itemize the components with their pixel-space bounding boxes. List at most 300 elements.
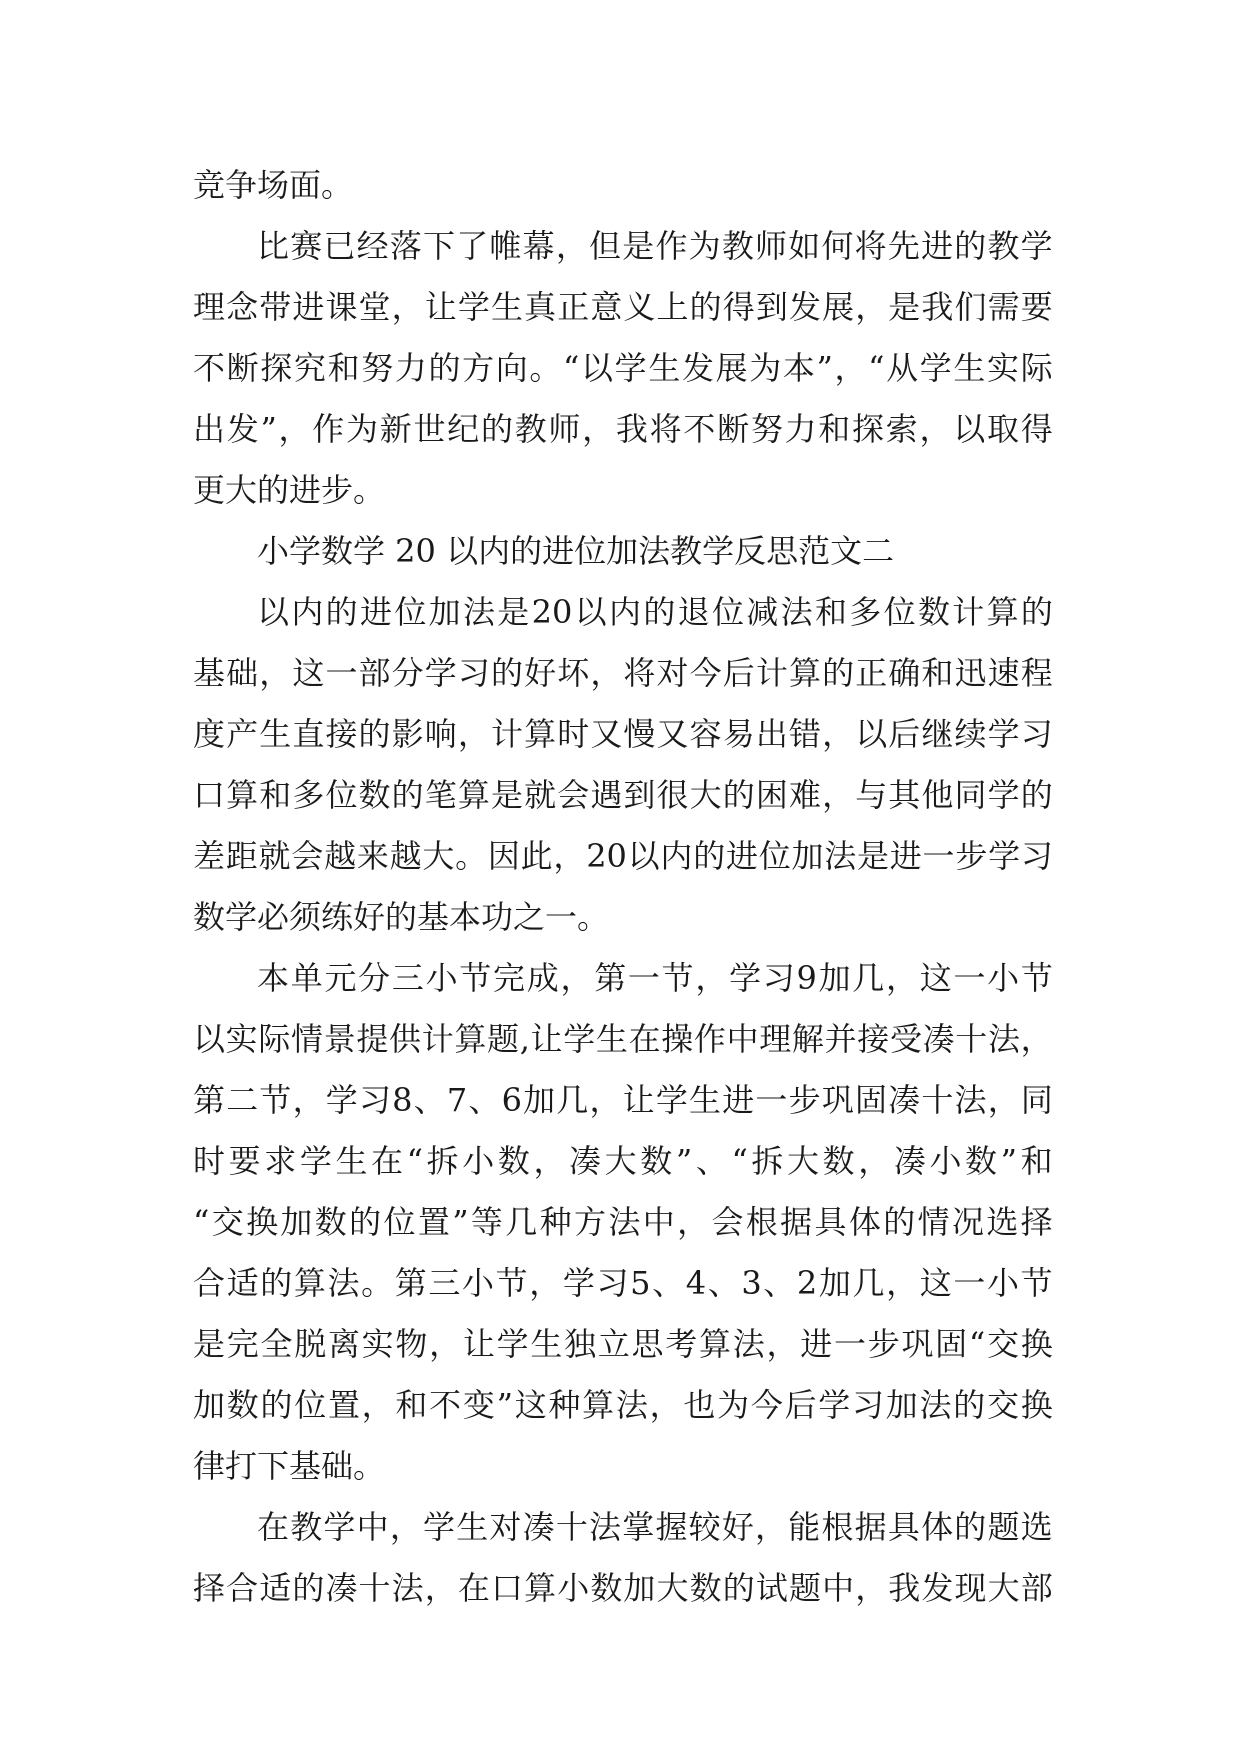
glyph: 今 (750, 1386, 783, 1424)
glyph: 试 (755, 1569, 788, 1607)
glyph: 又 (590, 715, 623, 753)
glyph: 一 (325, 654, 358, 692)
glyph: 内 (291, 593, 324, 631)
glyph: 确 (888, 654, 921, 692)
glyph: 的 (689, 288, 722, 326)
glyph: 供 (389, 1020, 422, 1058)
glyph: 学 (496, 1325, 529, 1363)
glyph: ” (675, 1142, 693, 1180)
glyph: 念 (226, 288, 259, 326)
glyph: 的 (953, 1386, 986, 1424)
glyph: 能 (788, 1508, 821, 1546)
glyph: ， (529, 1264, 562, 1302)
glyph: 取 (986, 410, 1019, 448)
glyph: 法 (824, 837, 857, 875)
glyph: 步 (955, 837, 988, 875)
glyph: 的 (954, 227, 987, 265)
glyph: 。 (529, 349, 562, 387)
glyph: 到 (623, 776, 656, 814)
glyph: 对 (656, 654, 689, 692)
glyph: 大 (604, 1142, 637, 1180)
glyph: 6 (501, 1081, 522, 1119)
glyph: 已 (323, 227, 356, 265)
glyph: 择 (1020, 1203, 1053, 1241)
glyph: 生 (490, 288, 523, 326)
glyph: 教 (290, 1508, 323, 1546)
glyph: 加 (428, 593, 461, 631)
glyph: 一 (953, 959, 986, 997)
glyph: 二 (226, 1081, 259, 1119)
glyph: 的 (428, 349, 461, 387)
glyph: 凑 (893, 1142, 926, 1180)
glyph: 和 (1020, 1142, 1053, 1180)
glyph: 学 (299, 1142, 332, 1180)
glyph: 十 (358, 1569, 391, 1607)
text-line (193, 1070, 1053, 1131)
glyph: 题 (987, 1508, 1020, 1546)
glyph: 习 (596, 1264, 629, 1302)
glyph: 法 (987, 1020, 1020, 1058)
glyph: 固 (854, 1081, 887, 1119)
glyph: 一 (953, 1264, 986, 1302)
glyph: 展 (715, 349, 748, 387)
glyph: 题 (487, 1020, 520, 1058)
glyph: 的 (1020, 776, 1053, 814)
glyph: ， (361, 1386, 394, 1424)
glyph: 理 (759, 1020, 792, 1058)
glyph: 本 (782, 349, 815, 387)
glyph: 课 (325, 288, 358, 326)
glyph: 进 (722, 1081, 755, 1119)
glyph: 学 (987, 776, 1020, 814)
glyph: 需 (987, 288, 1020, 326)
glyph: 凑 (522, 1508, 555, 1546)
glyph: 让 (462, 1325, 495, 1363)
glyph: 出 (755, 715, 788, 753)
glyph: 第 (394, 1264, 427, 1302)
glyph: 凑 (325, 1569, 358, 1607)
glyph: 我 (921, 288, 954, 326)
glyph: 向 (495, 349, 528, 387)
glyph: 小 (929, 1142, 962, 1180)
glyph: 和 (921, 654, 954, 692)
glyph: 努 (361, 349, 394, 387)
glyph: 实 (361, 1325, 394, 1363)
glyph: 究 (293, 349, 326, 387)
glyph: 几 (556, 1081, 589, 1119)
glyph: 成 (526, 959, 559, 997)
glyph: 度 (193, 715, 226, 753)
glyph: 合 (226, 1569, 259, 1607)
glyph: 算 (582, 1386, 615, 1424)
glyph: 合 (193, 1264, 226, 1302)
glyph: 接 (325, 715, 358, 753)
glyph: ， (582, 410, 615, 448)
glyph: 生 (530, 1325, 563, 1363)
text-line (193, 277, 1053, 338)
glyph: 数 (226, 1386, 259, 1424)
glyph: 好 (524, 654, 557, 692)
glyph: 位 (294, 1386, 327, 1424)
glyph: 学 (818, 1386, 851, 1424)
glyph: 、 (695, 1142, 728, 1180)
glyph: 教 (721, 227, 754, 265)
glyph: 十 (955, 1020, 988, 1058)
glyph: 实 (225, 1020, 258, 1058)
glyph: 内 (608, 593, 641, 631)
glyph: 掌 (622, 1508, 655, 1546)
text-line (193, 826, 1053, 887)
glyph: 笔 (424, 776, 457, 814)
glyph: 考 (665, 1325, 698, 1363)
glyph: 凑 (888, 1081, 921, 1119)
glyph: 多 (292, 776, 325, 814)
glyph: 受 (889, 1020, 922, 1058)
glyph: 几 (852, 1264, 885, 1302)
glyph: ， (259, 654, 292, 692)
glyph: 物 (395, 1325, 428, 1363)
glyph: 第 (193, 1081, 226, 1119)
glyph: 节 (259, 1081, 292, 1119)
glyph: ” (260, 410, 277, 448)
glyph: 步 (788, 1081, 821, 1119)
glyph: ， (919, 410, 952, 448)
glyph: 种 (548, 1386, 581, 1424)
glyph: ， (834, 349, 867, 387)
glyph: 时 (557, 715, 590, 753)
glyph: 与 (855, 776, 888, 814)
glyph: 小 (462, 1264, 495, 1302)
glyph: ， (1020, 1020, 1053, 1058)
glyph: 习 (1020, 715, 1053, 753)
glyph: 正 (855, 654, 888, 692)
glyph: 遇 (590, 776, 623, 814)
text-line: 竞争场面。 (193, 166, 354, 204)
text-line (193, 704, 1053, 765)
glyph: 进 (292, 288, 325, 326)
glyph: 为 (688, 227, 721, 265)
glyph: 分 (358, 959, 391, 997)
glyph: 师 (548, 410, 581, 448)
glyph: ” (496, 1386, 513, 1424)
glyph: 20 (586, 837, 627, 875)
glyph: 数 (358, 776, 391, 814)
glyph: 大 (689, 776, 722, 814)
text-line (193, 1375, 1053, 1436)
glyph: 数 (917, 593, 950, 631)
glyph: 。 (455, 837, 488, 875)
glyph: 法 (462, 593, 495, 631)
glyph: 这 (292, 654, 325, 692)
glyph: 的 (325, 593, 358, 631)
glyph: 较 (688, 1508, 721, 1546)
glyph: 根 (821, 1508, 854, 1546)
glyph: 生 (648, 349, 681, 387)
glyph: 的 (883, 1203, 916, 1241)
glyph: 第 (594, 959, 627, 997)
glyph: 凑 (569, 1142, 602, 1180)
glyph: 将 (854, 227, 887, 265)
glyph: 坏 (557, 654, 590, 692)
glyph: 幕 (522, 227, 555, 265)
glyph: 力 (394, 349, 427, 387)
glyph: 教 (987, 227, 1020, 265)
glyph: 的 (292, 1569, 325, 1607)
glyph: “ (868, 349, 885, 387)
glyph: 的 (349, 1203, 382, 1241)
glyph: 4 (685, 1264, 707, 1302)
glyph: 并 (824, 1020, 857, 1058)
glyph: 很 (656, 776, 689, 814)
glyph: 方 (462, 349, 495, 387)
glyph: 节 (1020, 959, 1053, 997)
glyph: 和 (818, 410, 851, 448)
glyph: 是 (888, 288, 921, 326)
glyph: 拆 (751, 1142, 784, 1180)
glyph: 慢 (623, 715, 656, 753)
text-line: 数学必须练好的基本功之一。 (193, 898, 610, 936)
text-line (193, 582, 1053, 643)
glyph: 生 (335, 1142, 368, 1180)
glyph: ， (389, 1508, 422, 1546)
glyph: 发 (681, 349, 714, 387)
text-line (193, 643, 1053, 704)
glyph: 同 (954, 776, 987, 814)
glyph: 本 (257, 959, 290, 997)
glyph: 错 (788, 715, 821, 753)
glyph: ” (1000, 1142, 1018, 1180)
text-line (193, 765, 1053, 826)
glyph: 得 (1020, 410, 1053, 448)
glyph: ， (424, 1569, 457, 1607)
glyph: 师 (755, 227, 788, 265)
glyph: 和 (259, 776, 292, 814)
glyph: 产 (226, 715, 259, 753)
glyph: 在 (457, 1569, 490, 1607)
glyph: 接 (857, 1020, 890, 1058)
glyph: 影 (391, 715, 424, 753)
glyph: “ (731, 1142, 748, 1180)
glyph: 法 (954, 1081, 987, 1119)
glyph: 小 (557, 1569, 590, 1607)
glyph: 进 (725, 837, 758, 875)
glyph: 的 (260, 1264, 293, 1302)
glyph: 学 (562, 1264, 595, 1302)
glyph: ， (855, 288, 888, 326)
glyph: 义 (623, 288, 656, 326)
glyph: 因 (487, 837, 520, 875)
glyph: 习 (358, 1081, 391, 1119)
glyph: 我 (888, 1569, 921, 1607)
glyph: 让 (530, 1020, 563, 1058)
glyph: 进 (359, 593, 392, 631)
glyph: 作 (693, 1020, 726, 1058)
glyph: 会 (711, 1203, 744, 1241)
glyph: 容 (689, 715, 722, 753)
glyph: 交 (986, 1325, 1019, 1363)
glyph: 法 (608, 1203, 641, 1241)
glyph: 选 (986, 1203, 1019, 1241)
glyph: 展 (822, 288, 855, 326)
glyph: 换 (1020, 1325, 1053, 1363)
glyph: 体 (848, 1203, 881, 1241)
glyph: 交 (211, 1203, 244, 1241)
glyph: 就 (524, 776, 557, 814)
glyph: 5 (630, 1264, 651, 1302)
glyph: 口 (193, 776, 226, 814)
glyph: “ (406, 1142, 424, 1180)
glyph: 位 (383, 1203, 416, 1241)
glyph: 世 (413, 410, 446, 448)
text-line (193, 1253, 1053, 1314)
glyph: 今 (689, 654, 722, 692)
glyph: ， (677, 1203, 710, 1241)
glyph: ， (886, 959, 919, 997)
glyph: 具 (887, 1508, 920, 1546)
glyph: 节 (495, 1264, 528, 1302)
glyph: 进 (921, 227, 954, 265)
glyph: 响 (424, 715, 457, 753)
glyph: 易 (722, 715, 755, 753)
glyph: ， (555, 227, 588, 265)
glyph: 节 (1020, 1264, 1053, 1302)
glyph: 探 (852, 410, 885, 448)
glyph: ， (553, 837, 586, 875)
glyph: 法 (919, 1386, 952, 1424)
glyph: 元 (324, 959, 357, 997)
glyph: 小 (462, 1142, 495, 1180)
glyph: 生 (595, 1020, 628, 1058)
glyph: 。 (361, 1264, 394, 1302)
glyph: ， (695, 959, 728, 997)
glyph: 以 (257, 593, 290, 631)
glyph: 际 (258, 1020, 291, 1058)
glyph: 要 (228, 1142, 261, 1180)
glyph: 的 (490, 654, 523, 692)
document-body (193, 155, 1053, 1619)
glyph: 大 (656, 1569, 689, 1607)
glyph: 好 (721, 1508, 754, 1546)
glyph: 生 (456, 1508, 489, 1546)
text-line (193, 399, 1053, 460)
glyph: 算 (524, 1569, 557, 1607)
glyph: 内 (660, 837, 693, 875)
glyph: 大 (787, 1142, 820, 1180)
glyph: 何 (821, 227, 854, 265)
glyph: 法 (391, 1569, 424, 1607)
glyph: 的 (722, 1569, 755, 1607)
glyph: 力 (784, 410, 817, 448)
glyph: 后 (722, 654, 755, 692)
glyph: “ (193, 1203, 210, 1241)
glyph: 一 (755, 1081, 788, 1119)
glyph: 断 (226, 349, 259, 387)
glyph: 计 (952, 593, 985, 631)
glyph: 是 (497, 593, 530, 631)
glyph: 习 (762, 959, 795, 997)
glyph: 习 (457, 654, 490, 692)
glyph: 越 (389, 837, 422, 875)
glyph: 到 (755, 288, 788, 326)
glyph: 进 (800, 1325, 833, 1363)
glyph: 以 (627, 837, 660, 875)
glyph: ， (649, 1386, 682, 1424)
glyph: 得 (722, 288, 755, 326)
glyph: 落 (389, 227, 422, 265)
glyph: 出 (193, 410, 226, 448)
glyph: 位 (394, 593, 427, 631)
glyph: 难 (788, 776, 821, 814)
glyph: 拆 (426, 1142, 459, 1180)
glyph: 来 (356, 837, 389, 875)
glyph: 算 (788, 654, 821, 692)
glyph: 在 (257, 1508, 290, 1546)
glyph: 意 (590, 288, 623, 326)
text-line (193, 1131, 1053, 1192)
glyph: “ (968, 1325, 986, 1363)
glyph: 数 (689, 1569, 722, 1607)
glyph: ， (886, 1264, 919, 1302)
glyph: 发 (226, 410, 259, 448)
glyph: ， (590, 654, 623, 692)
glyph: 会 (557, 776, 590, 814)
glyph: 交 (986, 1386, 1019, 1424)
glyph: 巩 (901, 1325, 934, 1363)
glyph: 又 (656, 715, 689, 753)
glyph: 的 (643, 593, 676, 631)
glyph: 十 (555, 1508, 588, 1546)
glyph: 20 (531, 593, 573, 631)
glyph: ， (457, 715, 490, 753)
glyph: 的 (954, 1508, 987, 1546)
glyph: 对 (489, 1508, 522, 1546)
glyph: 法 (780, 593, 813, 631)
glyph: 中 (356, 1508, 389, 1546)
glyph: ， (589, 1081, 622, 1119)
glyph: 适 (226, 1264, 259, 1302)
glyph: 、 (413, 1081, 446, 1119)
glyph: 以 (953, 410, 986, 448)
glyph: 数 (590, 1569, 623, 1607)
glyph: 加 (193, 1386, 226, 1424)
glyph: 9 (796, 959, 817, 997)
glyph: 学 (325, 1081, 358, 1119)
glyph: 学 (424, 654, 457, 692)
glyph: 位 (758, 837, 791, 875)
glyph: 的 (693, 837, 726, 875)
glyph: 实 (987, 349, 1020, 387)
glyph: 节 (661, 959, 694, 997)
glyph: 三 (391, 959, 424, 997)
glyph: 是 (622, 227, 655, 265)
glyph: 、 (652, 1264, 685, 1302)
glyph: 固 (935, 1325, 968, 1363)
glyph: 算 (699, 1325, 732, 1363)
glyph: 越 (324, 837, 357, 875)
glyph: 此 (520, 837, 553, 875)
glyph: 法 (589, 1508, 622, 1546)
glyph: 努 (750, 410, 783, 448)
glyph: 小 (987, 959, 1020, 997)
glyph: 生 (689, 1081, 722, 1119)
glyph: 学 (614, 349, 647, 387)
glyph: 赛 (290, 227, 323, 265)
glyph: 后 (888, 715, 921, 753)
glyph: 计 (755, 654, 788, 692)
glyph: 速 (987, 654, 1020, 692)
glyph: 是 (857, 837, 890, 875)
glyph: 进 (889, 837, 922, 875)
